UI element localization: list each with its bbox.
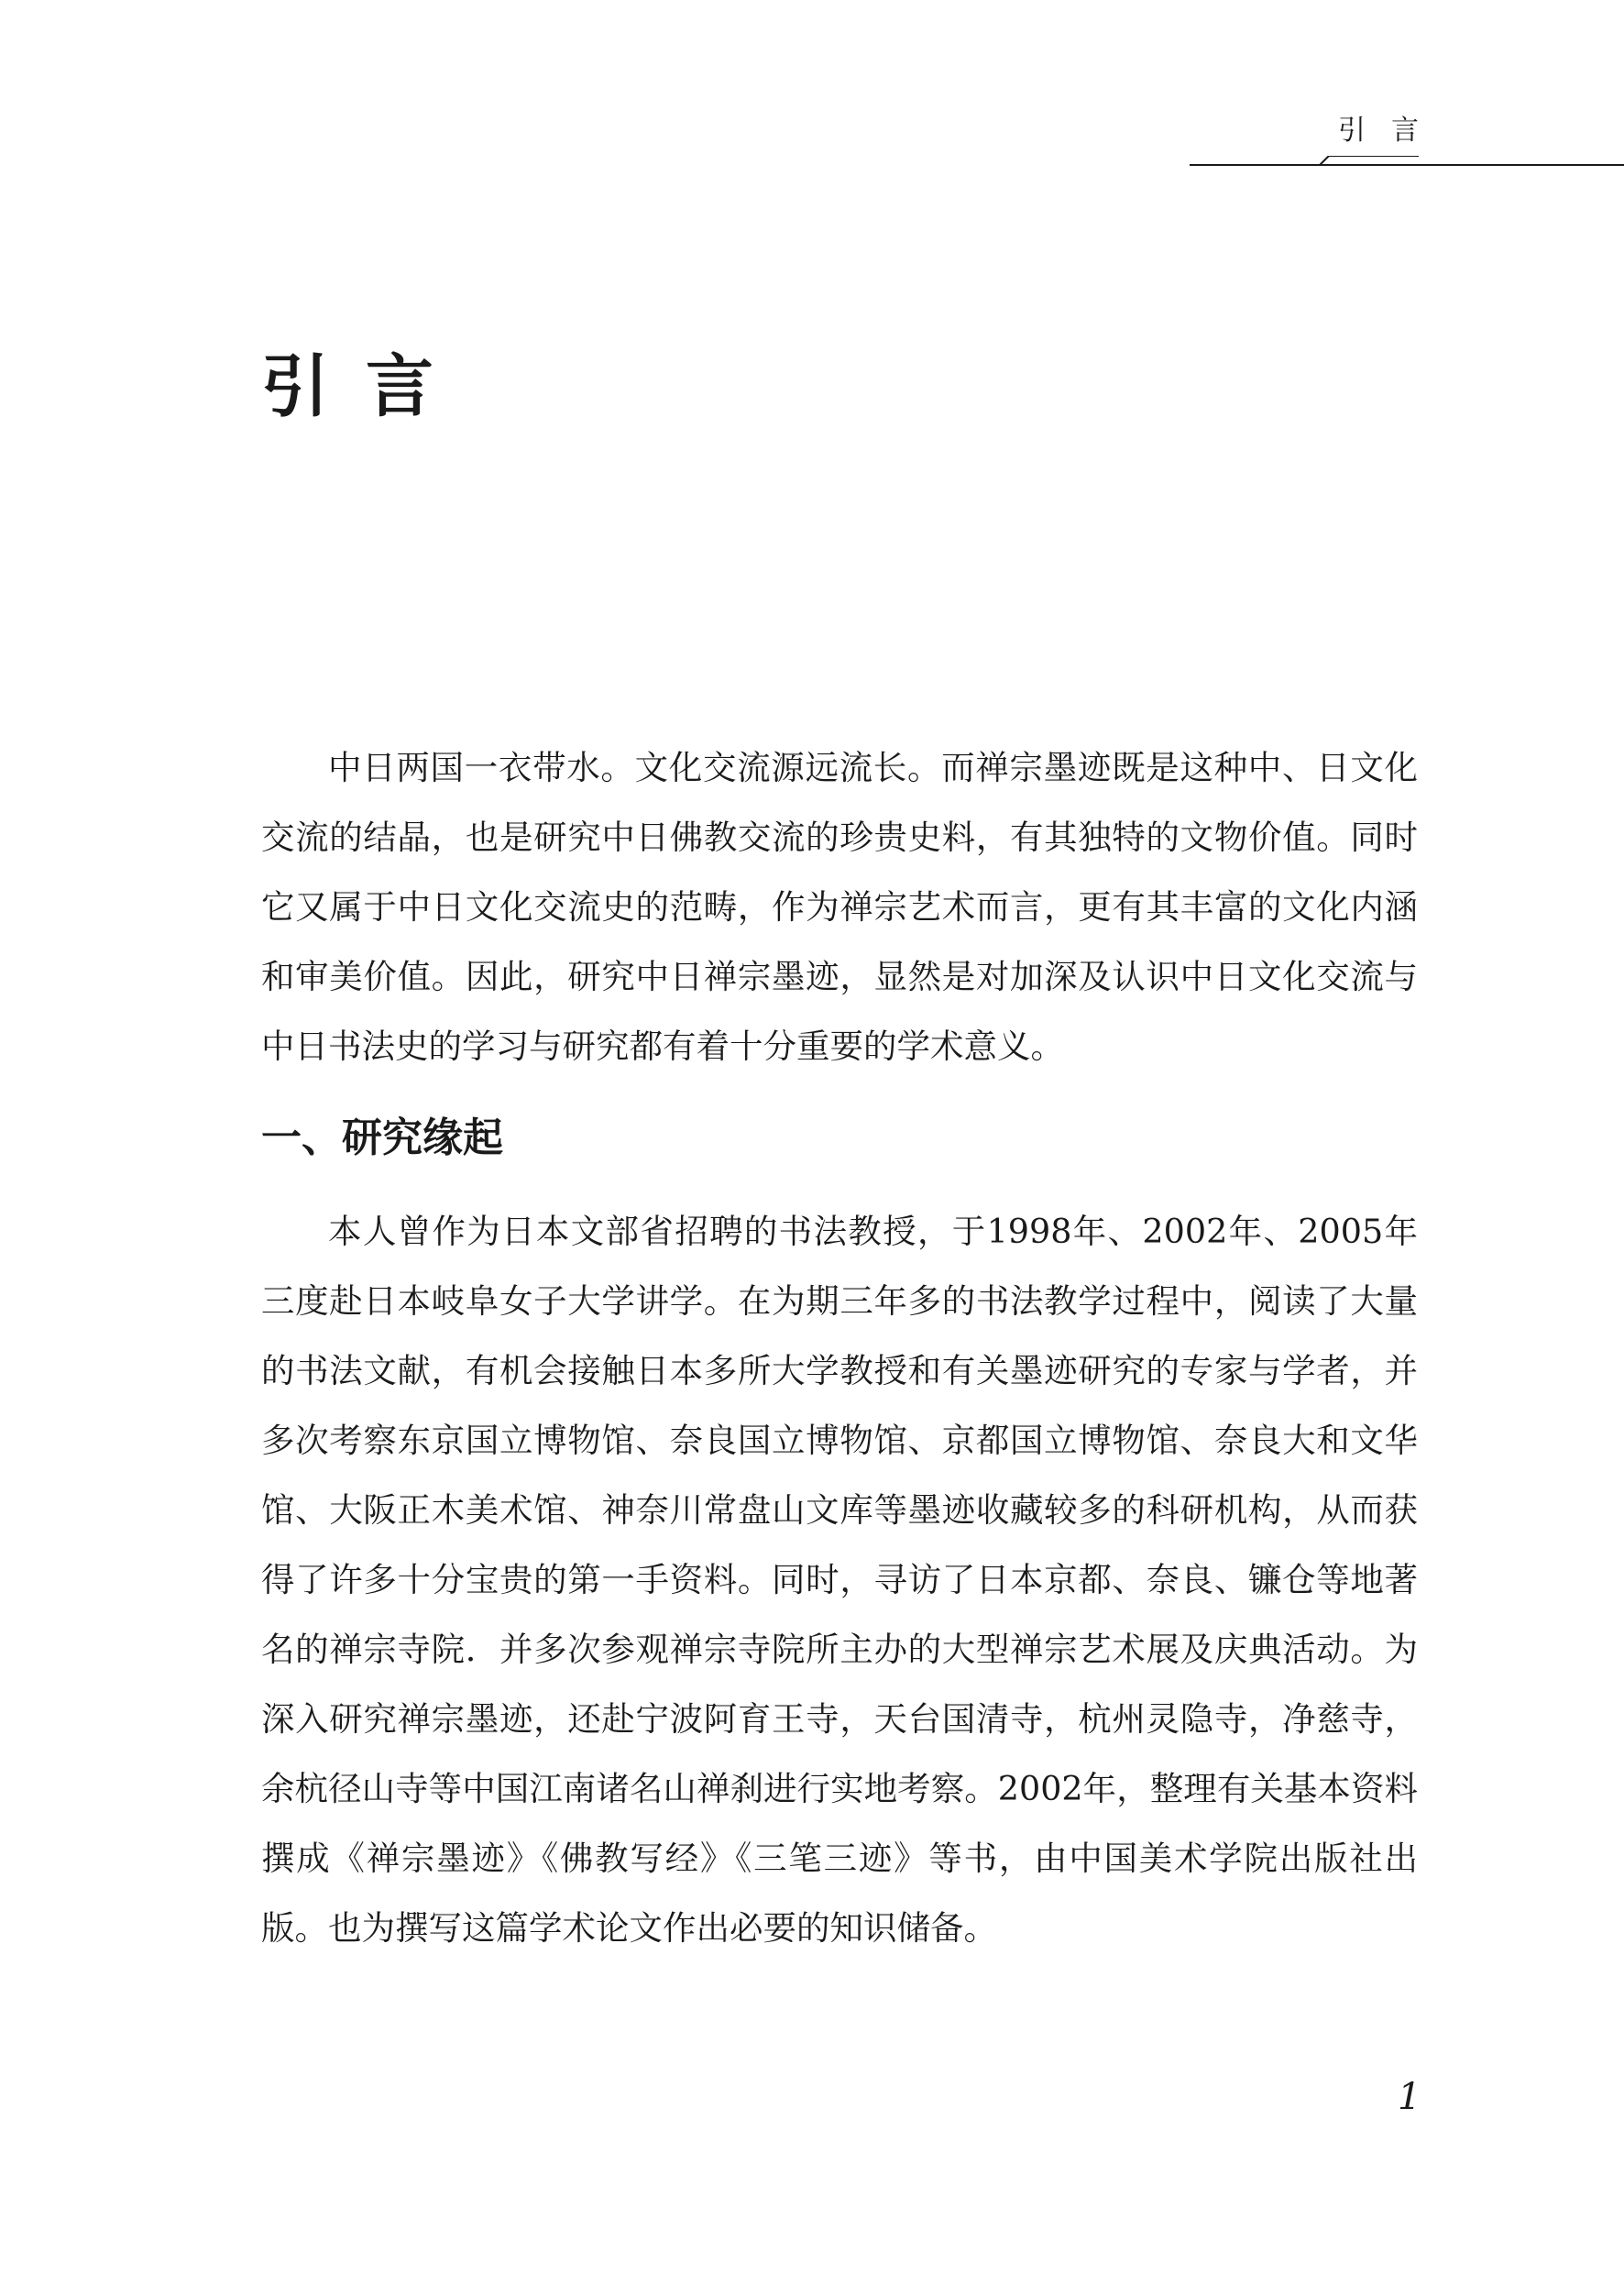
section-heading: 一、研究缘起 <box>261 1115 503 1161</box>
page-number: 1 <box>1398 2076 1421 2118</box>
header-rule <box>0 156 1624 169</box>
section-paragraph: 本人曾作为日本文部省招聘的书法教授，于1998年、2002年、2005年三度赴日本岐阜女子大学讲学。在为期三年多的书法教学过程中，阅读了大量的书法文献，有机会接触日本多所大学教授和有关墨迹研究的专家与学者，并多次考察东京国立博物馆、奈良国立博物馆、京都国立博物馆、奈良大和文华馆、大阪正木美术馆、神奈川常盘山文库等墨迹收藏较多的科研机构，从而获得了许多十分宝贵的第一手资料。同时，寻访了日本京都、奈良、镰仓等地著名的禅宗寺院．并多次参观禅宗寺院所主办的大型禅宗艺术展及庆典活动。为深入研究禅宗墨迹，还赴宁波阿育王寺，天台国清寺，杭州灵隐寺，净慈寺，余杭径山寺等中国江南诸名山禅刹进行实地考察。2002年，整理有关基本资料撰成《禅宗墨迹》《佛教写经》《三笔三迹》等书，由中国美术学院出版社出版。也为撰写这篇学术论文作出必要的知识储备。 <box>261 1212 1418 1948</box>
chapter-title: 引言 <box>261 347 470 426</box>
intro-paragraph: 中日两国一衣带水。文化交流源远流长。而禅宗墨迹既是这种中、日文化交流的结晶，也是研究中日佛教交流的珍贵史料，有其独特的文物价值。同时它又属于中日文化交流史的范畴，作为禅宗艺术而言，更有其丰富的文化内涵和审美价值。因此，研究中日禅宗墨迹，显然是对加深及认识中日文化交流与中日书法史的学习与研究都有着十分重要的学术意义。 <box>261 748 1418 1066</box>
running-header-title: 引言 <box>1338 115 1444 147</box>
